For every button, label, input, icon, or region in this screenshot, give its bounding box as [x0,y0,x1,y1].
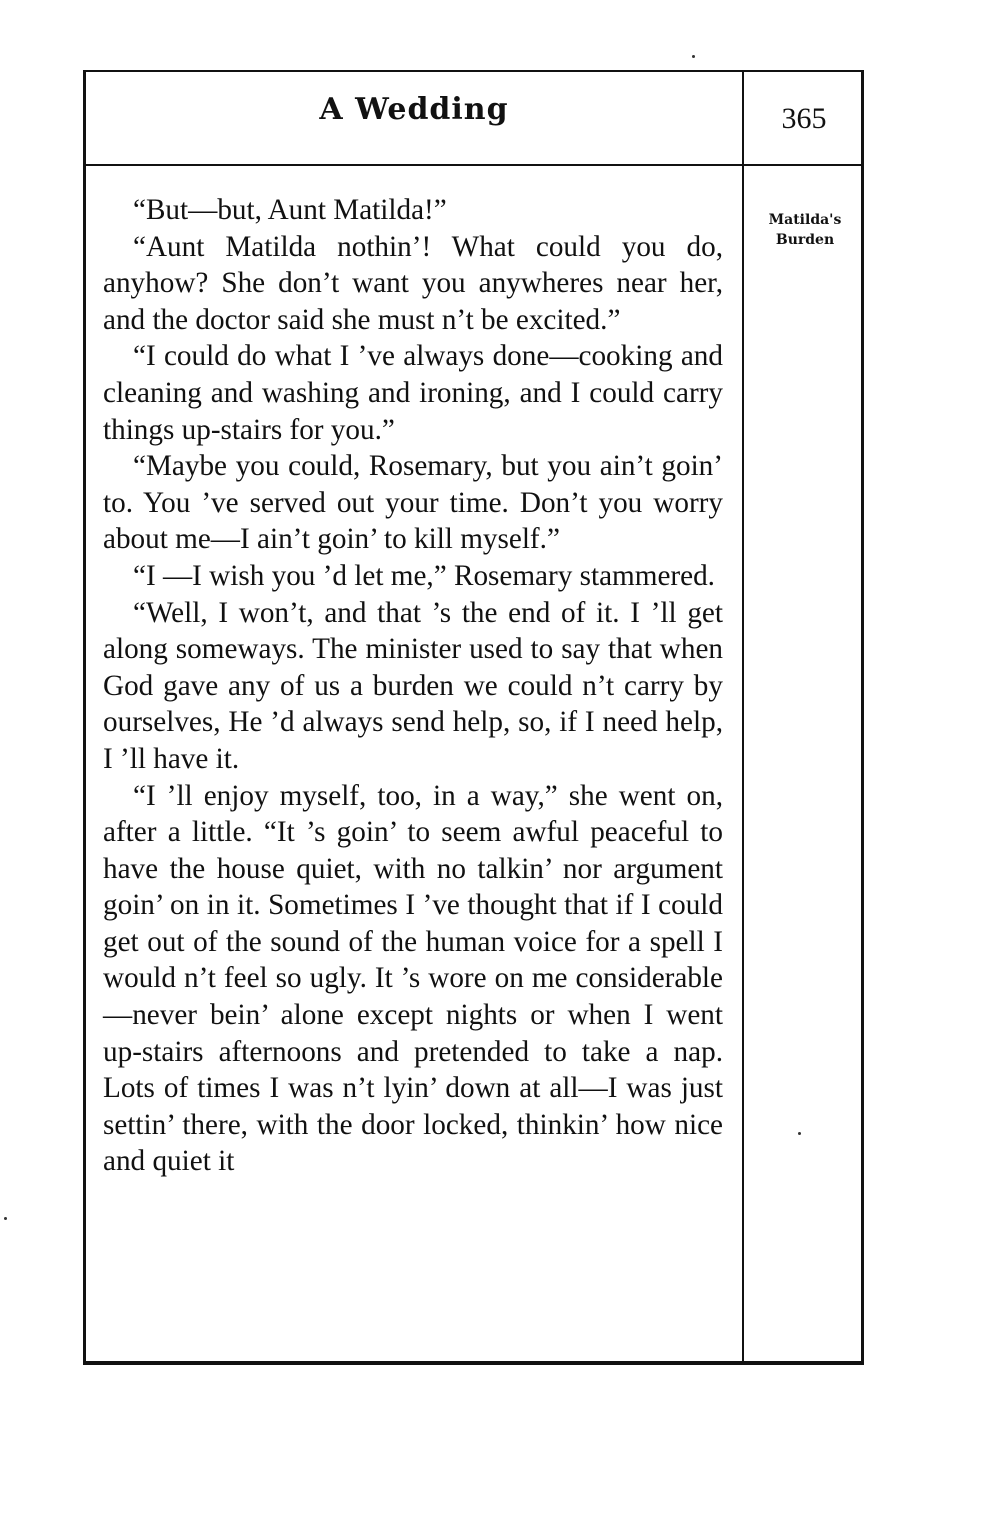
body-text [103,192,723,1180]
page-number: 365 [781,102,827,135]
paragraph: “But—but, Aunt Matilda!” [133,194,447,226]
header-rule [86,164,861,166]
print-speck [4,1217,7,1220]
paragraph: “Maybe you could, Rosemary, but you ain’t goin’ to. You ’ve served out your time. Don’t you worry about me—I ain’t goin’ to kill myself.” [103,450,723,556]
paragraph: “I could do what I ’ve always done—cooking and cleaning and washing and ironing, and I could carry things up-stairs for you.” [103,340,723,446]
column-divider [742,72,744,1361]
margin-note-line: Matilda's [768,212,842,228]
margin-note [750,210,860,250]
paragraph: “Aunt Matilda nothin’! What could you do, anyhow? She don’t want you anywheres near her, and the doctor said she must n’t be excited.” [103,230,723,336]
page-frame [83,70,864,1365]
paragraph: “I —I wish you ’d let me,” Rosemary stammered. [133,559,715,592]
print-speck [692,55,695,58]
running-title: A Wedding [319,92,509,127]
margin-note-line: Burden [775,232,835,248]
paragraph: “Well, I won’t, and that ’s the end of it. I ’ll get along someways. The minister used to say that when God gave any of us a burden we could n’t carry by ourselves, He ’d always send help, so, if I need help, I ’ll have it. [103,596,723,775]
paragraph: “I ’ll enjoy myself, too, in a way,” she went on, after a little. “It ’s goin’ to seem awful peaceful to have the house quiet, with no talkin’ nor argument goin’ on in it. Sometimes I ’ve thought that if I could get out of the sound of the human voice for a spell I would n’t feel so ugly. It ’s wore on me considerable—never bein’ alone except nights or when I went up-stairs afternoons and pretended to take a nap. Lots of times I was n’t lyin’ down at all—I was just settin’ there, with the door locked, thinkin’ how nice and quiet it [103,779,723,1178]
